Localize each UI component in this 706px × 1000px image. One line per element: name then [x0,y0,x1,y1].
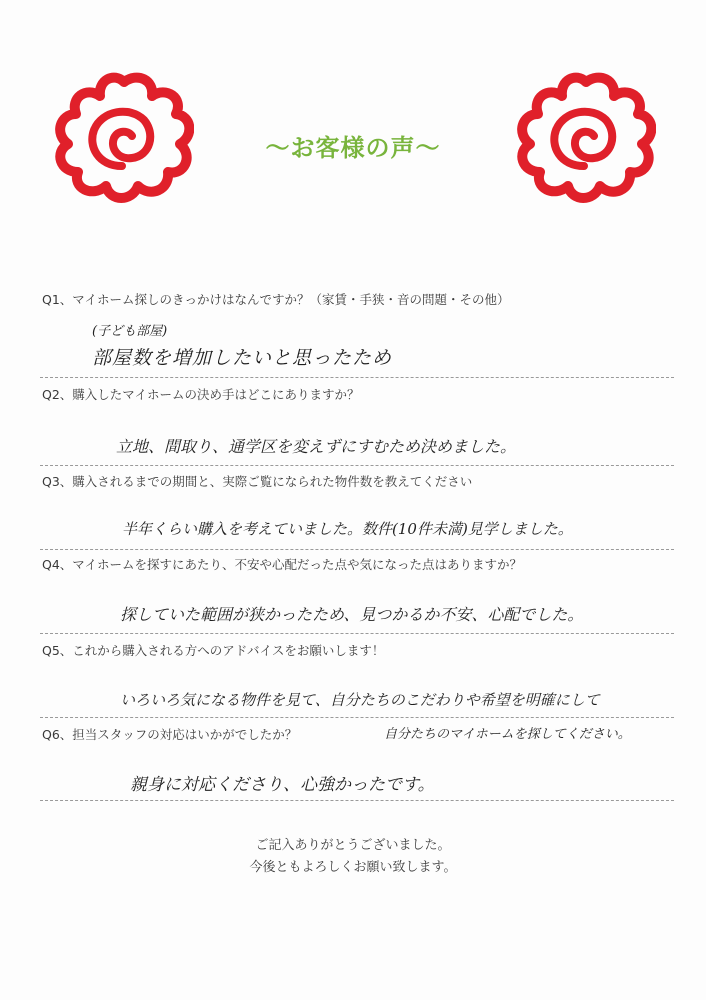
question-3: Q3、購入されるまでの期間と、実際ご覧になられた物件数を教えてください [42,474,473,489]
answer-6: 親身に対応くださり、心強かったです。 [130,775,435,795]
footer-thanks: ご記入ありがとうございました。 [255,838,451,853]
answer-3: 半年くらい購入を考えていました。数件(10件未満)見学しました。 [122,520,573,538]
answer-2: 立地、間取り、通学区を変えずにすむため決めました。 [116,437,517,456]
divider [40,633,674,634]
divider [40,717,674,718]
page-title: ～お客様の声～ [265,134,441,162]
answer-5-line-2: 自分たちのマイホームを探してください。 [384,727,631,742]
answer-1-note: (子ども部屋) [92,324,168,339]
divider [40,549,674,550]
answer-5-line-1: いろいろ気になる物件を見て、自分たちのこだわりや希望を明確にして [120,691,600,709]
divider [40,800,674,801]
footer-regards: 今後ともよろしくお願い致します。 [249,860,457,875]
question-4: Q4、マイホームを探すにあたり、不安や心配だった点や気になった点はありますか？ [42,557,523,572]
answer-1: 部屋数を増加したいと思ったため [92,347,393,369]
question-6: Q6、担当スタッフの対応はいかがでしたか？ [42,727,298,742]
answer-4: 探していた範囲が狭かったため、見つかるか不安、心配でした。 [120,605,584,624]
question-2: Q2、購入したマイホームの決め手はどこにありますか？ [42,387,360,402]
divider [40,377,674,378]
question-5: Q5、これから購入される方へのアドバイスをお願いします！ [42,643,385,658]
divider [40,465,674,466]
question-1: Q1、マイホーム探しのきっかけはなんですか？（家賃・手狭・音の問題・その他） [42,292,510,307]
